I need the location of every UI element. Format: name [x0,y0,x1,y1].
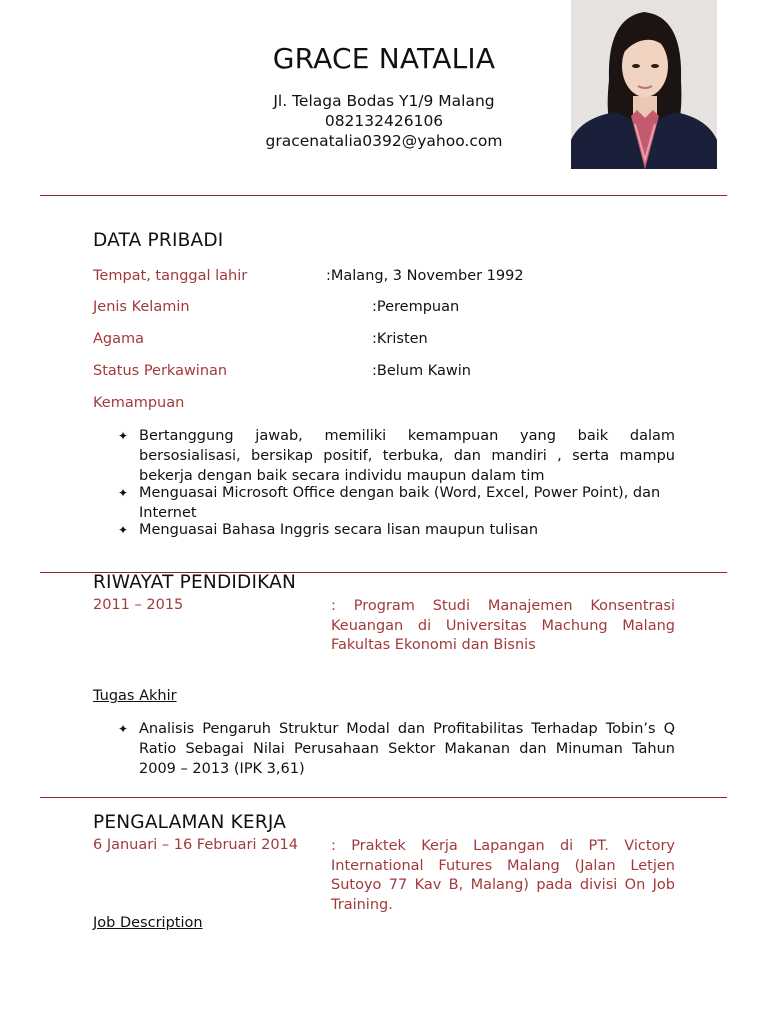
education-detail: : Program Studi Manajemen Konsentrasi Keuangan di Universitas Machung Malang Fakultas Ekonomi dan Bisnis [331,598,675,654]
email: gracenatalia0392@yahoo.com [265,132,503,150]
value-religion: :Kristen [372,331,428,347]
divider [40,797,727,798]
phone: 082132426106 [324,112,444,130]
section-heading-data-pribadi: DATA PRIBADI [93,230,224,251]
label-religion: Agama [93,331,145,347]
applicant-name: GRACE NATALIA [272,42,496,75]
address: Jl. Telaga Bodas Y1/9 Malang [273,92,495,110]
section-heading-pendidikan: RIWAYAT PENDIDIKAN [93,572,297,593]
thesis-label: Tugas Akhir [93,688,177,704]
value-marital: :Belum Kawin [372,363,471,379]
section-heading-pengalaman: PENGALAMAN KERJA [93,812,287,833]
four-pointed-star-icon: ✦ [118,722,129,736]
label-gender: Jenis Kelamin [93,299,190,315]
four-pointed-star-icon: ✦ [118,486,129,500]
value-birth: :Malang, 3 November 1992 [326,268,524,284]
work-period: 6 Januari – 16 Februari 2014 [93,837,298,853]
value-gender: :Perempuan [372,299,460,315]
work-detail: : Praktek Kerja Lapangan di PT. Victory International Futures Malang (Jalan Letjen Sutoyo 77 Kav B, Malang) pada divisi On Job Training. [331,838,675,914]
label-marital: Status Perkawinan [93,363,228,379]
four-pointed-star-icon: ✦ [118,523,129,537]
label-birth: Tempat, tanggal lahir [93,268,248,284]
profile-photo [571,0,717,169]
thesis-item: Analisis Pengaruh Struktur Modal dan Profitabilitas Terhadap Tobin’s Q Ratio Sebagai Nilai Perusahaan Sektor Makanan dan Minuman Tahun 2009 – 2013 (IPK 3,61) [139,721,675,777]
skill-item: Bertanggung jawab, memiliki kemampuan yang baik dalam bersosialisasi, bersikap positif, terbuka, dan mandiri , serta mampu bekerja dengan baik secara individu maupun dalam tim [139,428,675,484]
skill-item: Menguasai Microsoft Office dengan baik (Word, Excel, Power Point), dan Internet [139,485,661,521]
job-description-label: Job Description [93,915,203,931]
divider [40,195,727,196]
four-pointed-star-icon: ✦ [118,429,129,443]
skill-item: Menguasai Bahasa Inggris secara lisan maupun tulisan [139,522,539,538]
education-period: 2011 – 2015 [93,597,184,613]
label-skills: Kemampuan [93,395,185,411]
